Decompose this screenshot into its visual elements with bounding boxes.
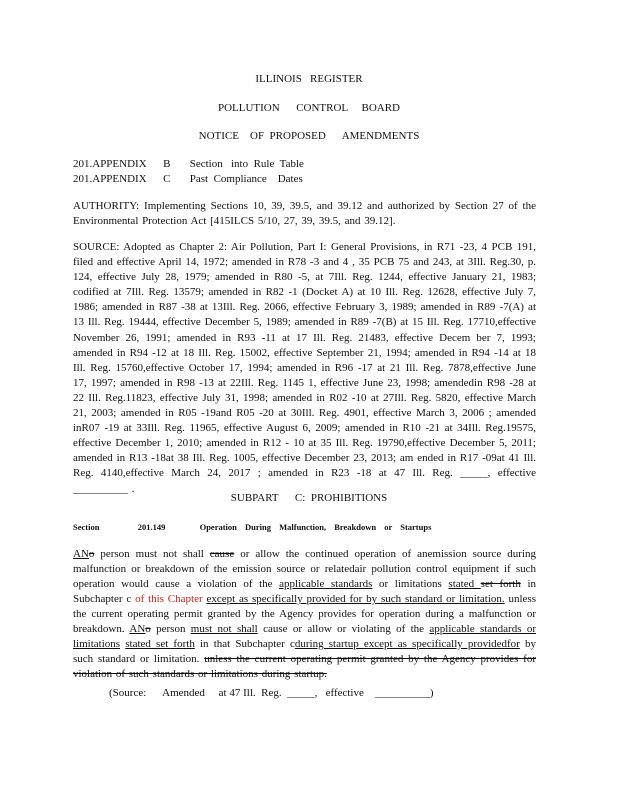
section-body: ANo person must not shall cause or allow the continued operation of anemission source during malfunction or breakdown of the emission source or relatedair pollution control equipment if such operation would cause a violation of the applicable standards or limitations stated set forth in Subchapter c of this Chapter except as specifically provided for by such standard or limitation. unless the current operating permit granted by the Agency provides for operation during a malfunction or breakdown. ANo person must not shall cause or allow or violating of the applicable standards or limitations stated set forth in that Subchapter cduring startup except as specifically providedfor by such standard or limitation. unless the current operating permit granted by the Agency provides for violation of such standards or limitations during startup.: [73, 548, 537, 680]
source-paragraph: SOURCE: Adopted as Chapter 2: Air Pollution, Part I: General Provisions, in R71 -23, 4 PCB 191, filed and effective April 14, 1972; amended in R78 -3 and 4 , 35 PCB 75 and 243, at 3Ill. Reg.30, p. 124, effective July 28, 1979; amended in R80 -5, at 7Ill. Reg. 1244, effective January 21, 1983; codified at 7Ill. Reg. 13579; amended in R82 -1 (Docket A) at 10 Ill. Reg. 12628, effective July 7, 1986; amended in R87 -38 at 13Ill. Reg. 2066, effective February 3, 1989; amended in R89 -7(A) at 13 Ill. Reg. 19444, effective December 5, 1989; amended in R89 -7(B) at 15 Ill. Reg. 17710,effective November 26, 1991; amended in R93 -11 at 17 Ill. Reg. 21483, effective Decem ber 7, 1993; amended in R94 -12 at 18 Ill. Reg. 15002, effective September 21, 1994; amended in R94 -14 at 18 Ill. Reg. 15760,effective October 17, 1994; amended in R96 -17 at 21 Ill. Reg. 7878,effective June 17, 1997; amended in R98 -13 at 22Ill. Reg. 1145 1, effective June 23, 1998; amendedin R98 -28 at 22 Ill. Reg.11823, effective July 31, 1998; amended in R02 -10 at 27Ill. Reg. 5820, effective March 21, 2003; amended in R05 -19and R05 -20 at 30Ill. Reg. 4901, effective March 3, 2006 ; amended inR07 -19 at 33Ill. Reg. 11965, effective August 6, 2009; amended in R10 -21 at 34Ill. Reg.19575, effective December 1, 2010; amended in R12 - 10 at 35 Ill. Reg. 19790,effective December 5, 2011; amended in R13 -18at 38 Ill. Reg. 1005, effective December 23, 2013; am ended in R17 -09at 41 Ill. Reg. 4140,effective March 24, 2017 ; amended in R23 -18 at 47 Ill. Reg. _____, effective __________ .: [73, 241, 536, 495]
header-notice: NOTICE OF PROPOSED AMENDMENTS: [198, 130, 420, 142]
inserted-text: of this Chapter: [135, 593, 203, 605]
source-note: (Source: Amended at 47 Ill. Reg. _____, effective __________): [109, 687, 434, 699]
section-title: Operation During Malfunction, Breakdown or Startups: [199, 522, 432, 532]
header-illinois-register: ILLINOIS REGISTER: [255, 73, 363, 85]
appendix-b-line: 201.APPENDIX B Section into Rule Table: [73, 158, 304, 170]
section-label: Section: [73, 522, 100, 532]
section-heading: [73, 520, 431, 535]
authority-paragraph: AUTHORITY: Implementing Sections 10, 39, 39.5, and 39.12 and authorized by Section 27 of the Environmental Protection Act [415ILCS 5/10, 27, 39, 39.5, and 39.12].: [73, 200, 536, 227]
appendix-c-line: 201.APPENDIX C Past Compliance Dates: [73, 173, 303, 185]
section-number: 201.149: [137, 522, 166, 532]
header-board: POLLUTION CONTROL BOARD: [217, 102, 400, 114]
subpart-heading: SUBPART C: PROHIBITIONS: [230, 492, 388, 504]
